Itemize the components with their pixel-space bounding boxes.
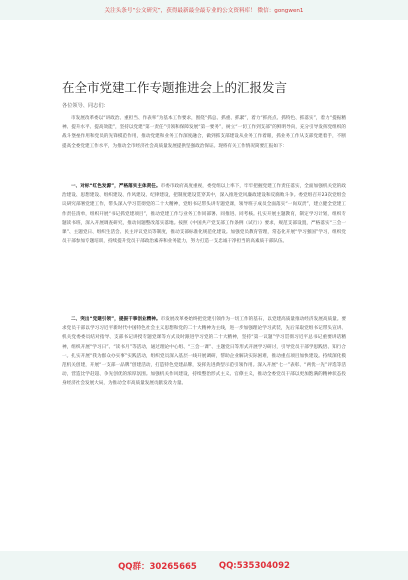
paragraph-section-2 [62, 315, 346, 389]
section-1-body: 市委市政府高度重视，委党组以上率下，牢牢把握党建工作责任落实，全面加强机关党的政治建设、思想建设、组织建设、作风建设、纪律建设，把制度建设贯穿其中，深入推进党风廉政建设和反腐败斗争。委党组召开23次党组会议研究部署党建工作，带头深入学习贯彻党的二十大精神，党组书记带头讲专题党课，领导班子成员全面落实“一岗双责”，建立健全党建工作责任清单，组织开展“书记抓党建项目”，推动党建工作与业务工作同部署、同推进、同考核。扎实开展主题教育，制定学习计划，组织专题读书班，深入开展调查研究，推动问题整改落实落地。按照《中国共产党支部工作条例（试行）》要求，规范支部设置，严格落实“三会一课”、主题党日、组织生活会、民主评议党员等制度，推动支部标准化规范化建设。加强党员教育管理，常态化开展“学习强国”学习，组织党员干部参加专题培训，持续提升党员干部政治素养和业务能力，努力打造一支忠诚干净担当的高素质干部队伍。 [62, 184, 346, 245]
qq-text: QQ:535304092 [218, 560, 290, 571]
document-title: 在全市党建工作专题推进会上的汇报发言 [62, 80, 288, 95]
qq-group-text: QQ群：30265665 [118, 561, 197, 572]
top-banner [0, 0, 408, 20]
paragraph-intro [62, 114, 346, 151]
section-1-heading: 一、对标“红色发源”，严格落实主体责任。 [71, 184, 161, 189]
paragraph-section-1 [62, 182, 346, 246]
bottom-footer [0, 551, 408, 580]
section-2-body: 市发展改革委始终把党建引领作为一切工作的基石，以党建高质量推动经济发展高质量。要求党员干部以学习习近平新时代中国特色社会主义思想和党的二十大精神为主线，进一步加强理论学习武装，先后采取党组书记带头宣讲、机关党委委员结对指导、支部书记讲授专题党课等方式及时跟进学习党的二十大精神，坚持“第一议题”学习贯彻习近平总书记重要讲话精神，组织开展“学习日”、“读书月”等活动，通过理论中心组、“三会一课”、主题党日等形式开展学习研讨，引导党员干部学思践悟、知行合一。扎实开展“我为群众办实事”实践活动，组织党员深入基层一线开展调研，帮助企业解决实际困难，推动重点项目加快建设。持续深化模范机关创建，开展“一支部一品牌”创建活动，打造特色党建品牌，发挥先进典型示范引领作用。深入开展“七一”表彰、“两优一先”评选等活动，营造比学赶超、争先创优的浓厚氛围。加强机关作风建设，持续整治形式主义、官僚主义，推动全委党员干部以更加饱满的精神状态投身经济社会发展大局，为推动全市高质量发展贡献发改力量。 [62, 317, 346, 387]
salutation: 各位领导、同志们： [62, 103, 109, 109]
section-2-heading: 二、突出“党建引领”，提振干事创业精神。 [71, 317, 161, 322]
paragraph-intro-text: 市发展改革委以“讲政治、重担当、作表率”为基本工作要求，围绕“抓总、抓重、抓紧”，着力“抓亮点、抓特色、抓落实”，着力“提振精神、提升水平、提高效能”，坚持以党建“第一责任”引领和保障发展“第一要务”，树立“一切工作到支部”的鲜明导向，充分引导发挥党组织的战斗堡垒作用和党员的先锋模范作用，推动党建和业务工作深度融合，做到抓支部建设从业务工作着眼，抓业务工作从支部党建着手，不断提高全委党建工作水平，为推动全市经济社会高质量发展提供坚强政治保证。现将有关工作情况简要汇报如下： [62, 116, 346, 149]
banner-text: 关注头条号“公文研究”，获得最新最全最专业的公文资料库！ 微信：gongwen1 [104, 8, 304, 14]
